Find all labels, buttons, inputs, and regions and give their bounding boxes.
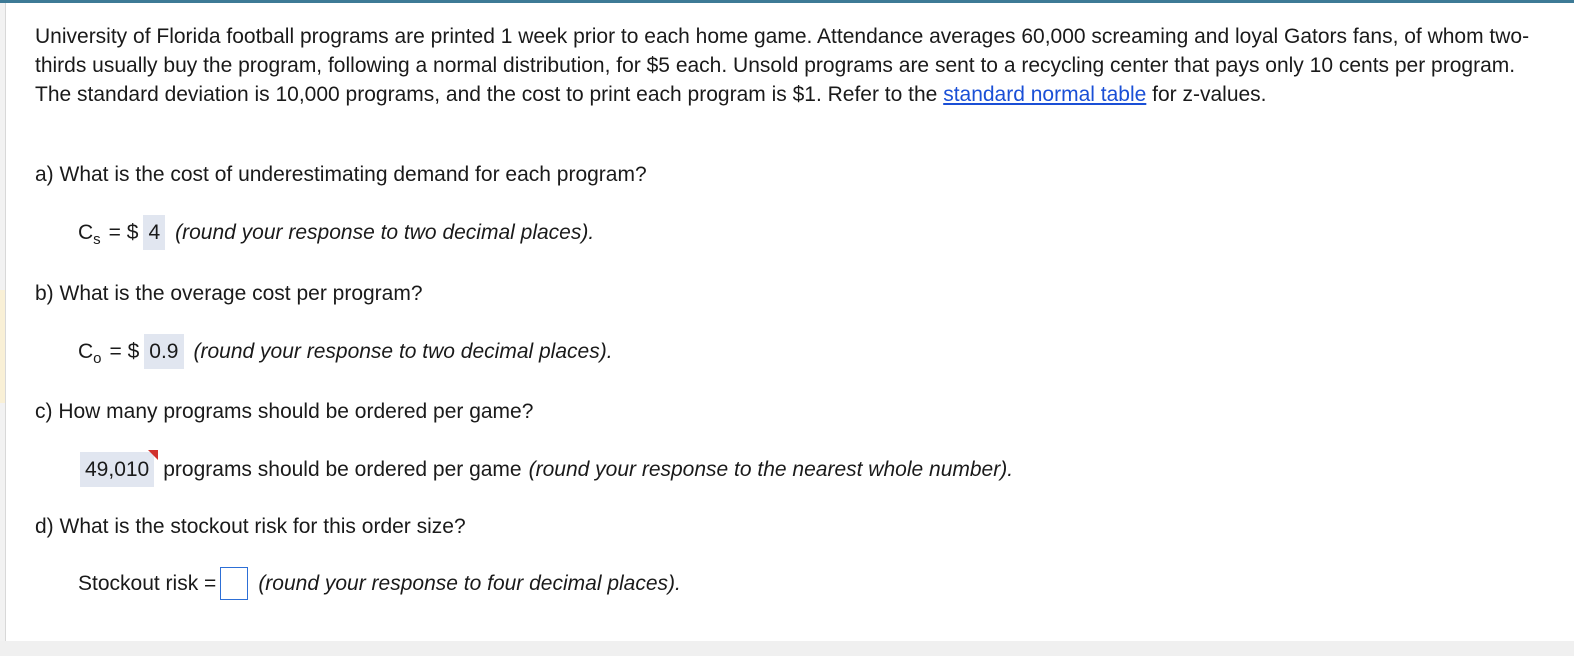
- variable-cs: [78, 218, 101, 247]
- rounding-hint: (round your response to four decimal places).: [258, 572, 681, 595]
- rounding-hint: (round your response to the nearest whole number).: [528, 458, 1014, 481]
- intro-text: University of Florida football programs are printed 1 week prior to each home game. Attendance averages 60,000 screaming and loyal Gators fans, of whom two-thirds usually buy the program, following a normal distribution, for $5 each. Unsold programs are sent to a recycling center that pays only 10 cents per program. The standard deviation is 10,000 programs, and the cost to print each program is $1. Refer to the: [35, 25, 1530, 106]
- question-b: b) What is the overage cost per program?: [35, 282, 423, 305]
- intro-text-end: for z-values.: [1146, 83, 1267, 106]
- order-quantity-input[interactable]: 49,010: [80, 452, 154, 487]
- equals-dollar: = $: [109, 340, 140, 363]
- stockout-risk-input[interactable]: [220, 567, 248, 600]
- overage-cost-input[interactable]: 0.9: [144, 334, 183, 369]
- stockout-risk-label: Stockout risk =: [78, 572, 217, 595]
- answer-row-c: [80, 452, 1013, 487]
- variable-subscript: o: [93, 350, 102, 367]
- rounding-hint: (round your response to two decimal places).: [193, 340, 613, 363]
- variable-subscript: s: [93, 231, 101, 248]
- order-quantity-text: programs should be ordered per game: [163, 458, 522, 481]
- answer-row-a: [78, 215, 594, 250]
- problem-statement: [35, 22, 1545, 109]
- equals-dollar: = $: [108, 221, 139, 244]
- question-a: a) What is the cost of underestimating demand for each program?: [35, 163, 647, 186]
- answer-row-b: [78, 334, 613, 369]
- rounding-hint: (round your response to two decimal places).: [175, 221, 595, 244]
- question-d: d) What is the stockout risk for this order size?: [35, 515, 466, 538]
- question-c: c) How many programs should be ordered per game?: [35, 400, 534, 423]
- variable-co: [78, 337, 102, 366]
- underage-cost-input[interactable]: 4: [143, 215, 165, 250]
- answer-row-d: [78, 567, 681, 600]
- bottom-bar: [0, 641, 1574, 656]
- variable-letter: C: [78, 221, 94, 244]
- standard-normal-table-link[interactable]: standard normal table: [943, 83, 1147, 106]
- variable-letter: C: [78, 340, 94, 363]
